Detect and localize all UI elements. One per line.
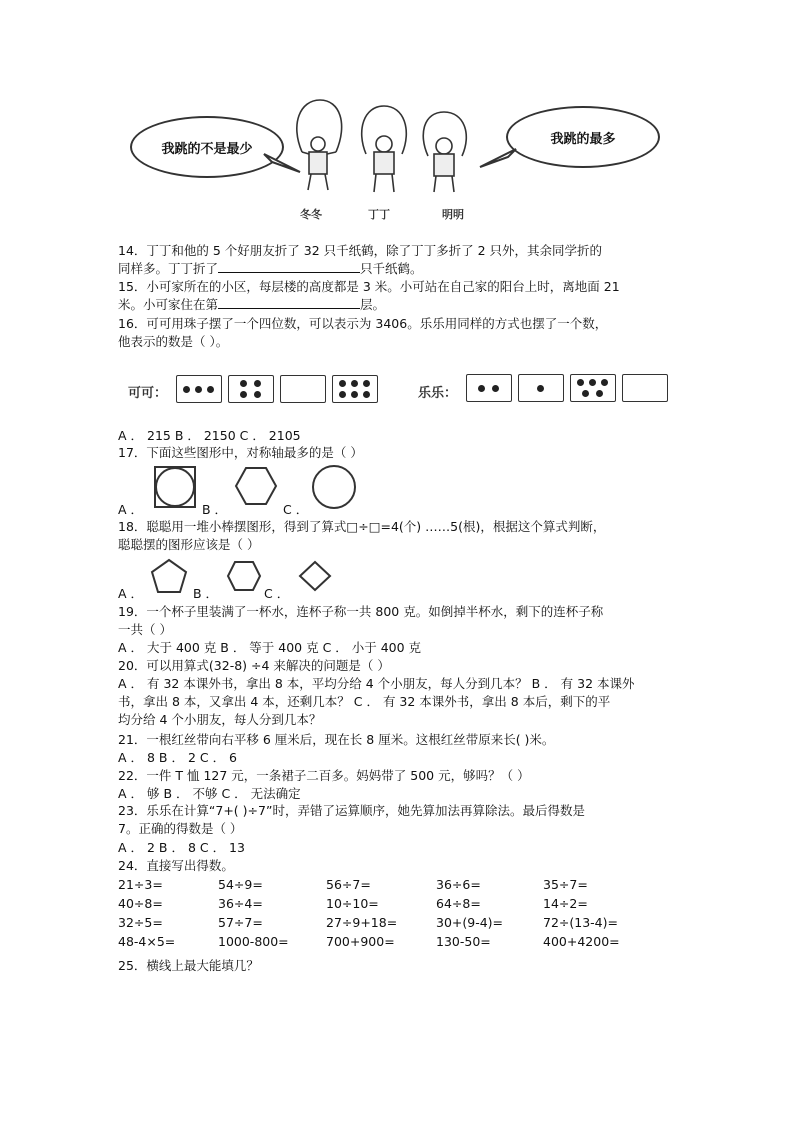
q14-line1: 14．丁丁和他的 5 个好朋友折了 32 只千纸鹤，除了丁丁多折了 2 只外，其余同学折的 bbox=[118, 243, 603, 258]
q15-line2 bbox=[118, 296, 385, 313]
q16-options: A ． 215 B ． 2150 C ． 2105 bbox=[118, 428, 301, 443]
bead bbox=[492, 385, 499, 392]
lele-digit-box bbox=[622, 374, 668, 402]
calc-item: 36÷4= bbox=[218, 896, 263, 911]
calc-item: 48-4×5= bbox=[118, 934, 176, 949]
q20-line2: A ． 有 32 本课外书，拿出 8 本，平均分给 4 个小朋友，每人分到几本？ B ． 有 32 本课外 bbox=[118, 676, 635, 691]
hexagon-shape-small bbox=[226, 560, 262, 592]
q17-option-b[interactable]: B ． bbox=[202, 502, 228, 517]
q14-line2 bbox=[118, 260, 423, 277]
circle-shape bbox=[311, 464, 357, 510]
q14-answer-blank[interactable] bbox=[218, 260, 360, 273]
q22-stem: 22．一件 T 恤 127 元，一条裙子二百多。妈妈带了 500 元，够吗？（ ） bbox=[118, 768, 530, 783]
calc-item: 36÷6= bbox=[436, 877, 481, 892]
q17-option-a[interactable]: A ． bbox=[118, 502, 144, 517]
bead bbox=[351, 391, 358, 398]
q17-option-c[interactable]: C ． bbox=[283, 502, 309, 517]
calc-item: 57÷7= bbox=[218, 915, 263, 930]
bead bbox=[339, 380, 346, 387]
q18-option-b[interactable]: B ． bbox=[193, 586, 219, 601]
calc-item: 14÷2= bbox=[543, 896, 588, 911]
bead bbox=[582, 390, 589, 397]
keke-digit-box bbox=[228, 375, 274, 403]
diamond-shape bbox=[298, 560, 332, 592]
q15-line1: 15．小可家所在的小区，每层楼的高度都是 3 米。小可站在自己家的阳台上时，离地面 21 bbox=[118, 279, 620, 294]
q16-line2: 他表示的数是（ ）。 bbox=[118, 334, 229, 349]
bead bbox=[363, 391, 370, 398]
bead bbox=[478, 385, 485, 392]
bead bbox=[363, 380, 370, 387]
q19-line2: 一共（ ） bbox=[118, 622, 172, 637]
keke-digit-box bbox=[280, 375, 326, 403]
q21-options: A ． 8 B ． 2 C ． 6 bbox=[118, 750, 238, 765]
q15-answer-blank[interactable] bbox=[218, 296, 360, 309]
bead bbox=[240, 391, 247, 398]
q22-options: A ． 够 B ． 不够 C ． 无法确定 bbox=[118, 786, 301, 801]
calc-item: 54÷9= bbox=[218, 877, 263, 892]
bead bbox=[601, 379, 608, 386]
q18-option-c[interactable]: C ． bbox=[264, 586, 290, 601]
q15-text-before-blank: 米。小可家住在第 bbox=[118, 297, 219, 312]
q23-line1: 23．乐乐在计算“7+( )÷7”时，弄错了运算顺序，她先算加法再算除法。最后得数是 bbox=[118, 803, 585, 818]
bead bbox=[183, 386, 190, 393]
bead bbox=[207, 386, 214, 393]
calc-item: 10÷10= bbox=[326, 896, 379, 911]
bead bbox=[254, 391, 261, 398]
q24-title: 24．直接写出得数。 bbox=[118, 858, 234, 873]
q16-line1: 16．可可用珠子摆了一个四位数，可以表示为 3406。乐乐用同样的方式也摆了一个数， bbox=[118, 316, 608, 331]
kid-mingming-figure bbox=[423, 112, 466, 192]
kids-jump-rope-illustration bbox=[290, 94, 490, 204]
q23-line2: 7。正确的得数是（ ） bbox=[118, 821, 243, 836]
bead bbox=[195, 386, 202, 393]
calc-item: 400+4200= bbox=[543, 934, 620, 949]
q21-stem: 21．一根红丝带向右平移 6 厘米后，现在长 8 厘米。这根红丝带原来长( )米。 bbox=[118, 732, 555, 747]
calc-item: 32÷5= bbox=[118, 915, 163, 930]
q20-line4: 均分给 4 个小朋友，每人分到几本？ bbox=[118, 712, 322, 727]
kid-dingding-figure bbox=[362, 106, 407, 192]
calc-item: 64÷8= bbox=[436, 896, 481, 911]
q25-title: 25．横线上最大能填几？ bbox=[118, 958, 259, 973]
bead bbox=[537, 385, 544, 392]
bead bbox=[351, 380, 358, 387]
q14-text-before-blank: 同样多。丁丁折了 bbox=[118, 261, 219, 276]
calc-item: 130-50= bbox=[436, 934, 491, 949]
speech-bubble-right-text: 我跳的最多 bbox=[550, 131, 616, 147]
bead bbox=[596, 390, 603, 397]
calc-item: 30+(9-4)= bbox=[436, 915, 504, 930]
q17-stem: 17．下面这些图形中，对称轴最多的是（ ） bbox=[118, 445, 363, 460]
speech-bubble-right bbox=[506, 106, 660, 168]
calc-item: 35÷7= bbox=[543, 877, 588, 892]
q20-line3: 书，拿出 8 本，又拿出 4 本，还剩几本？ C ． 有 32 本课外书，拿出 8 本后，剩下的平 bbox=[118, 694, 611, 709]
lele-digit-box bbox=[570, 374, 616, 402]
bead bbox=[339, 391, 346, 398]
q23-options: A ． 2 B ． 8 C ． 13 bbox=[118, 840, 245, 855]
kid-dongdong-figure bbox=[297, 100, 342, 190]
q18-line2: 聪聪摆的图形应该是（ ） bbox=[118, 537, 260, 552]
bead-label-lele: 乐乐： bbox=[418, 386, 458, 401]
kid-name-mingming: 明明 bbox=[442, 208, 464, 221]
q18-line1: 18．聪聪用一堆小棒摆图形，得到了算式□÷□=4(个) ……5(根)，根据这个算式判断， bbox=[118, 519, 606, 534]
square-with-circle-shape bbox=[153, 465, 197, 509]
kid-name-dongdong: 冬冬 bbox=[300, 208, 322, 221]
calc-item: 1000-800= bbox=[218, 934, 289, 949]
speech-bubble-left bbox=[130, 116, 284, 178]
q14-text-after-blank: 只千纸鹤。 bbox=[360, 261, 423, 276]
bead bbox=[254, 380, 261, 387]
bead bbox=[577, 379, 584, 386]
speech-bubble-left-text: 我跳的不是最少 bbox=[161, 141, 253, 157]
hexagon-shape bbox=[234, 466, 278, 506]
q19-options: A ． 大于 400 克 B ． 等于 400 克 C ． 小于 400 克 bbox=[118, 640, 422, 655]
calc-item: 40÷8= bbox=[118, 896, 163, 911]
keke-digit-box bbox=[332, 375, 378, 403]
bead bbox=[589, 379, 596, 386]
kid-name-dingding: 丁丁 bbox=[368, 208, 390, 221]
q15-text-after-blank: 层。 bbox=[360, 297, 386, 312]
calc-item: 27÷9+18= bbox=[326, 915, 398, 930]
calc-item: 21÷3= bbox=[118, 877, 163, 892]
q20-stem: 20．可以用算式(32-8) ÷4 来解决的问题是（ ） bbox=[118, 658, 390, 673]
calc-item: 700+900= bbox=[326, 934, 395, 949]
keke-digit-box bbox=[176, 375, 222, 403]
calc-item: 72÷(13-4)= bbox=[543, 915, 618, 930]
q19-line1: 19．一个杯子里装满了一杯水，连杯子称一共 800 克。如倒掉半杯水，剩下的连杯子称 bbox=[118, 604, 604, 619]
bead bbox=[240, 380, 247, 387]
pentagon-shape bbox=[150, 558, 188, 594]
lele-digit-box bbox=[466, 374, 512, 402]
bead-label-keke: 可可： bbox=[128, 386, 168, 401]
lele-digit-box bbox=[518, 374, 564, 402]
q18-option-a[interactable]: A ． bbox=[118, 586, 144, 601]
calc-item: 56÷7= bbox=[326, 877, 371, 892]
